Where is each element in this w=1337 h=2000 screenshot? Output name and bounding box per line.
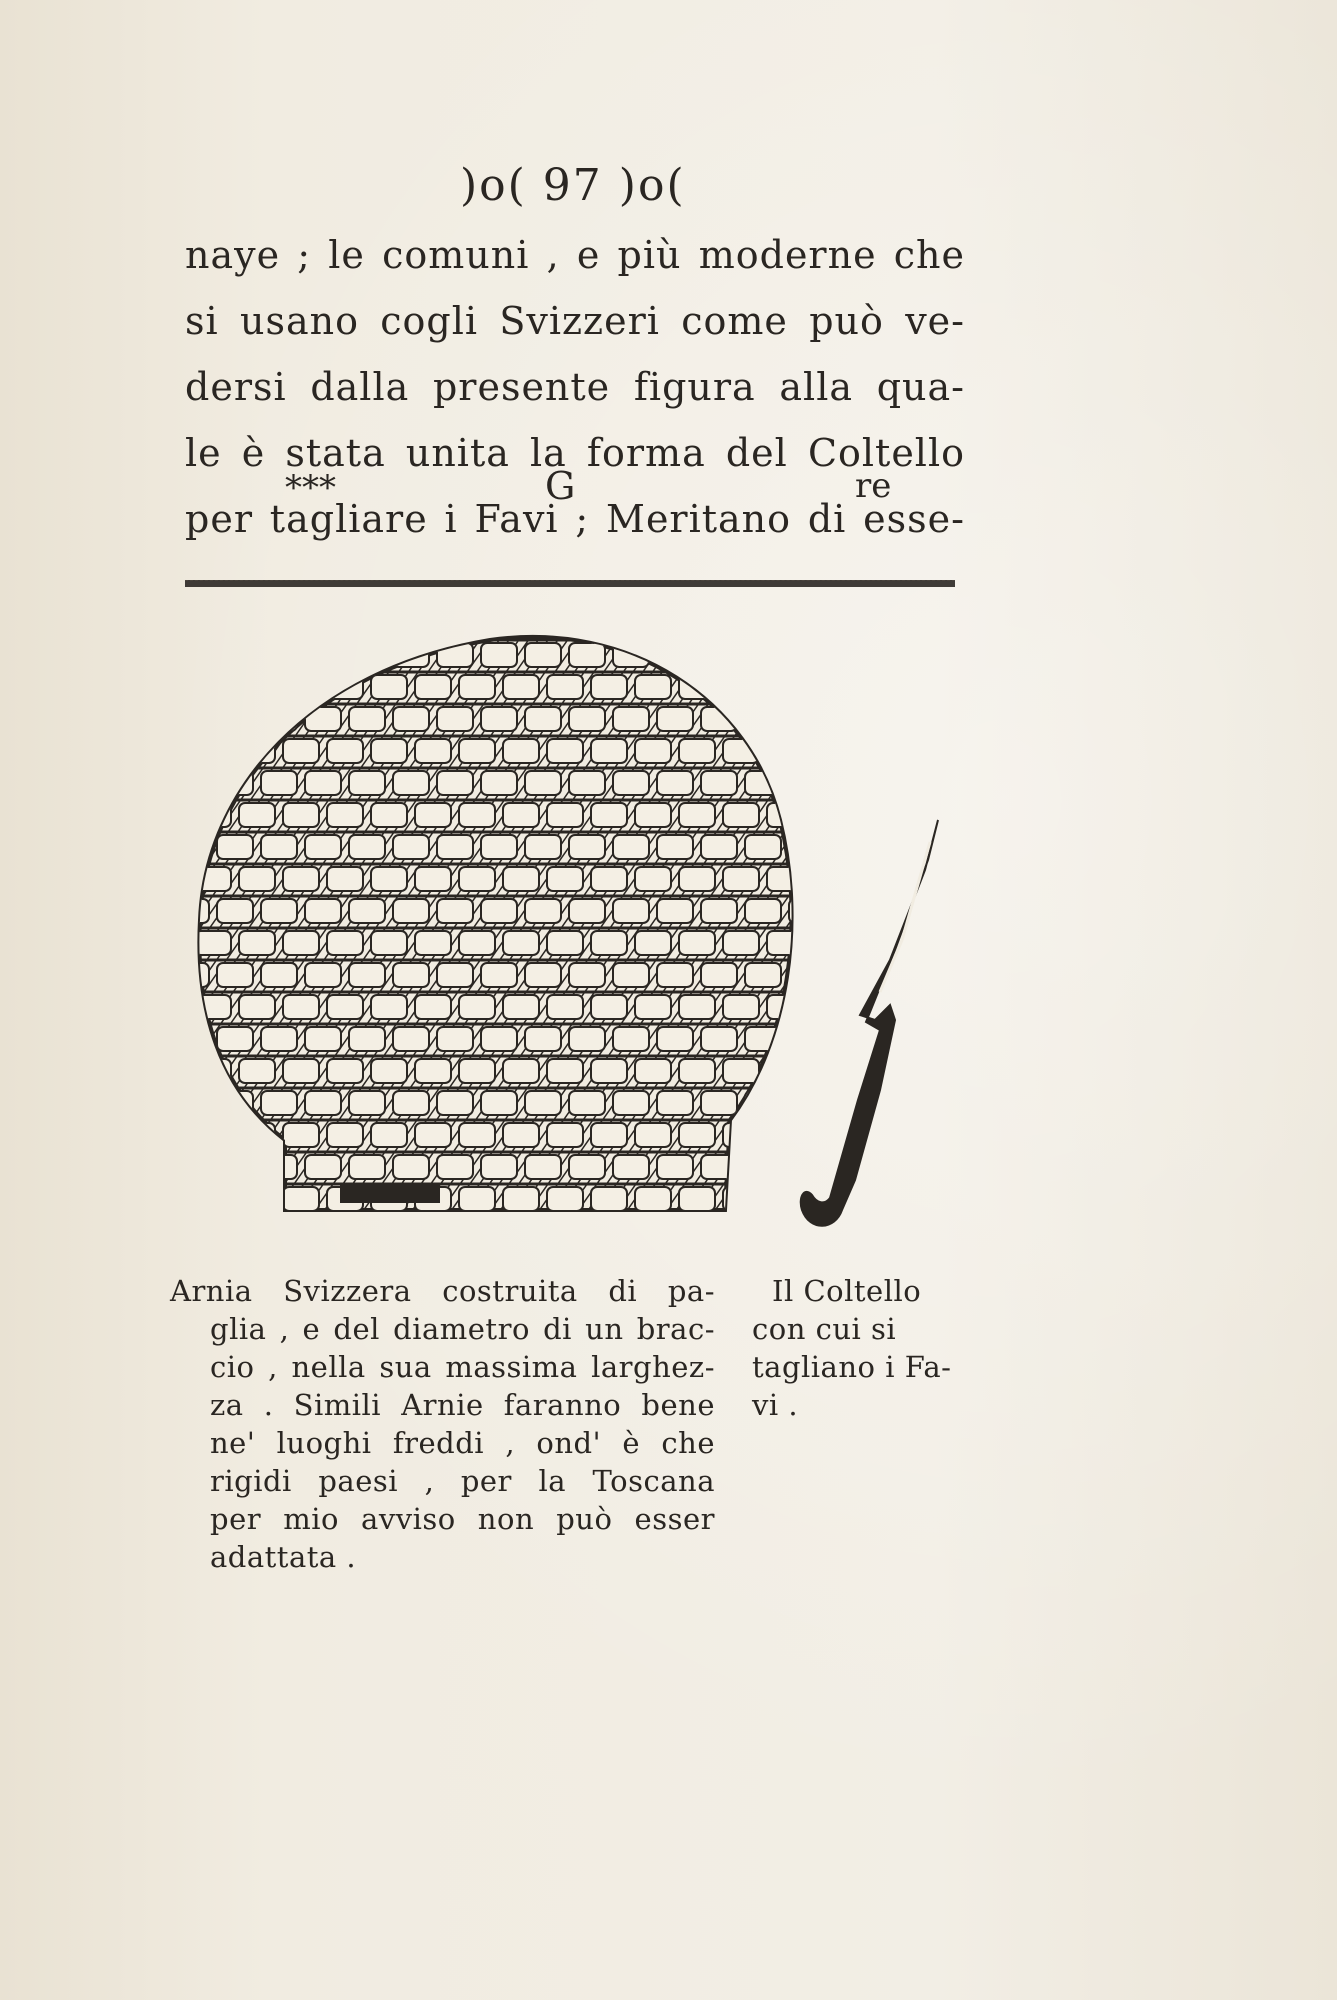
caption-knife xyxy=(752,1272,952,1424)
beehive-icon xyxy=(190,637,847,1240)
body-line: per tagliare i Favi ; Meritano di esse- xyxy=(185,497,965,541)
knife-icon xyxy=(801,820,938,1226)
caption-line: per mio avviso non può esser xyxy=(210,1502,715,1536)
caption-hive xyxy=(170,1272,715,1576)
caption-line: za . Simili Arnie faranno bene xyxy=(210,1388,715,1422)
caption-line: adattata . xyxy=(210,1540,357,1574)
caption-line: vi . xyxy=(752,1388,799,1422)
caption-line: rigidi paesi , per la Toscana xyxy=(210,1464,715,1498)
catchword: re xyxy=(855,466,892,506)
page-number: )o( 97 )o( xyxy=(460,160,686,211)
caption-line: con cui si xyxy=(752,1312,897,1346)
body-line: naye ; le comuni , e più moderne che xyxy=(185,233,965,277)
body-line: si usano cogli Svizzeri come può ve- xyxy=(185,299,965,343)
woodcut-illustration xyxy=(190,620,970,1240)
signature-letter: G xyxy=(545,464,576,508)
caption-line: Arnia Svizzera costruita di pa- xyxy=(170,1274,715,1308)
caption-line: ne' luoghi freddi , ond' è che xyxy=(210,1426,715,1460)
signature-line xyxy=(285,464,915,518)
body-line: dersi dalla presente figura alla qua- xyxy=(185,365,965,409)
caption-line: Il Coltello xyxy=(772,1274,922,1308)
body-line: le è stata unita la forma del Coltello xyxy=(185,431,965,475)
caption-line: tagliano i Fa- xyxy=(752,1350,952,1384)
caption-line: glia , e del diametro di un brac- xyxy=(210,1312,715,1346)
caption-line: cio , nella sua massima larghez- xyxy=(210,1350,715,1384)
signature-mark: *** xyxy=(285,468,336,508)
divider-rule xyxy=(185,580,955,587)
